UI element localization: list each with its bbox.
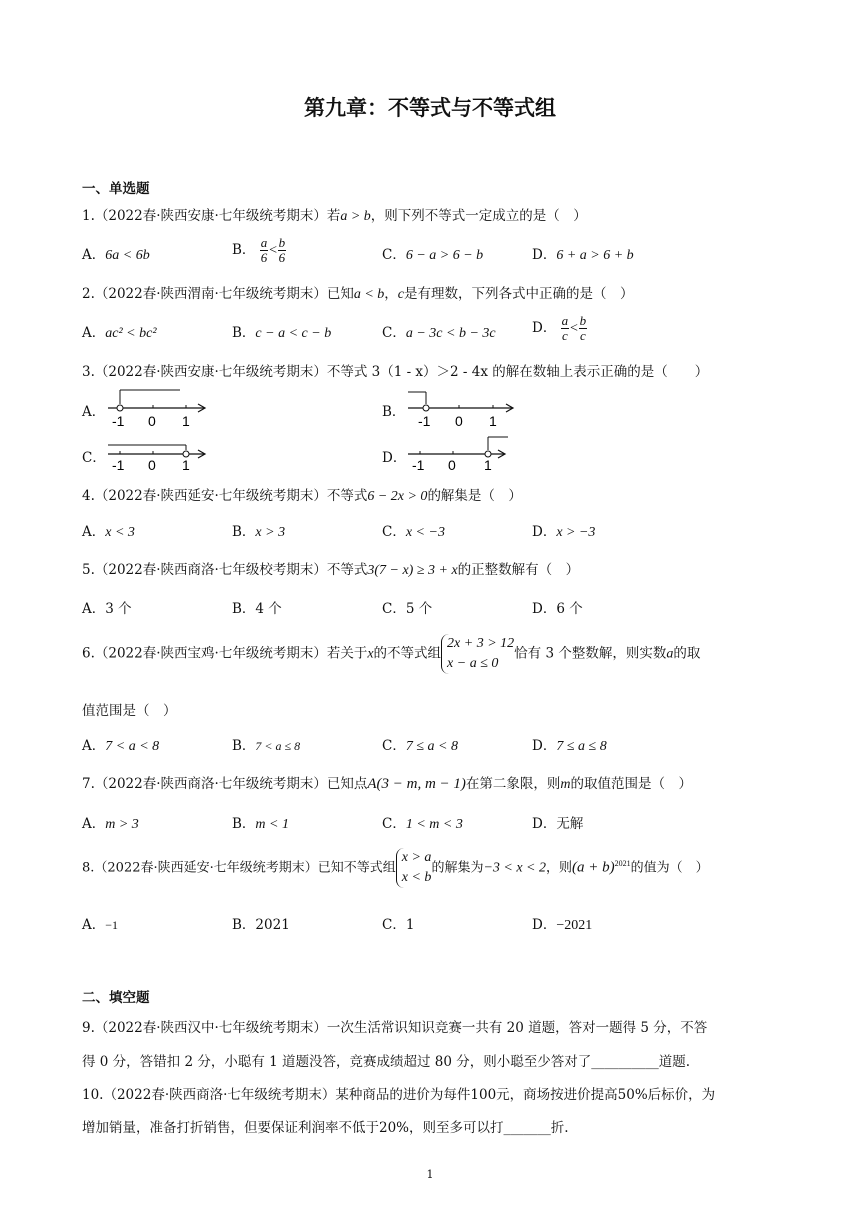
option-c: C．1 < m < 3 bbox=[382, 816, 463, 832]
option-c-expr: 6 − a > 6 − b bbox=[405, 248, 484, 263]
option-d-expr: 6 + a > 6 + b bbox=[556, 248, 634, 263]
option-a: A．7 < a < 8 bbox=[82, 738, 160, 754]
fraction: $\frac{b}{6}$ bbox=[278, 235, 286, 265]
page-number: 1 bbox=[426, 1168, 434, 1181]
number-line-a bbox=[108, 386, 208, 428]
tick-label: 1 bbox=[182, 457, 190, 473]
option-c: C．7 ≤ a < 8 bbox=[382, 738, 458, 754]
option-c: C．x < −3 bbox=[382, 524, 445, 540]
number-line-b bbox=[408, 386, 518, 428]
option-b: B．c − a < c − b bbox=[232, 325, 332, 341]
math-expr: a > b bbox=[340, 209, 371, 224]
number-line-d bbox=[408, 432, 518, 474]
tick-label: -1 bbox=[112, 457, 125, 473]
tick-label: 1 bbox=[489, 413, 497, 429]
inequality-system: 2x + 3 > 12 x − a ≤ 0 bbox=[441, 634, 514, 674]
option-d: D． bbox=[382, 450, 407, 466]
tick-label: -1 bbox=[412, 457, 425, 473]
option-c: C．5 个 bbox=[382, 601, 433, 617]
fraction: $\frac{a}{6}$ bbox=[260, 235, 268, 265]
tick-label: -1 bbox=[112, 413, 125, 429]
tick-label: 0 bbox=[455, 413, 463, 429]
option-c: C．1 bbox=[382, 917, 415, 933]
option-a: A．−1 bbox=[82, 917, 119, 933]
option-d: D．−2021 bbox=[532, 917, 593, 933]
question-10-continued: 增加销量，准备打折销售，但要保证利润率不低于20%，则至多可以打_______折. bbox=[82, 1120, 569, 1136]
option-c: C．6 − a > 6 − b bbox=[382, 247, 484, 263]
option-a-expr: 6a < 6b bbox=[105, 248, 150, 263]
tick-label: 1 bbox=[484, 457, 492, 473]
question-2: 2.（2022春·陕西渭南·七年级统考期末）已知a < b，c是有理数，下列各式中正确的是（ ） bbox=[82, 286, 634, 302]
option-b: B． bbox=[382, 404, 406, 420]
option-d: D．6 个 bbox=[532, 601, 583, 617]
option-d: D．无解 bbox=[532, 816, 584, 832]
question-6: 6.（2022春·陕西宝鸡·七年级统考期末）若关于x的不等式组 2x + 3 > 12 x − a ≤ 0 恰有 3 个整数解，则实数a的取 bbox=[82, 634, 700, 674]
option-c: C． bbox=[82, 450, 106, 466]
tick-label: 0 bbox=[148, 413, 156, 429]
tick-label: -1 bbox=[418, 413, 431, 429]
question-9: 9.（2022春·陕西汉中·七年级统考期末）一次生活常识知识竞赛一共有 20 道题，答对一题得 5 分，不答 bbox=[82, 1020, 708, 1036]
option-b: B．7 < a ≤ 8 bbox=[232, 738, 301, 754]
option-d: D． $\frac{a}{c}$ < $\frac{b}{c}$ bbox=[532, 313, 587, 343]
number-line-c bbox=[108, 432, 208, 474]
option-b: B． $\frac{a}{6}$ < $\frac{b}{6}$ bbox=[232, 235, 286, 265]
question-10: 10.（2022春·陕西商洛·七年级统考期末）某种商品的进价为每件100元，商场按进价提高50%后标价，为 bbox=[82, 1087, 716, 1103]
section-heading-single-choice: 一、单选题 bbox=[82, 181, 150, 197]
tick-label: 0 bbox=[448, 457, 456, 473]
option-c: C．a − 3c < b − 3c bbox=[382, 325, 496, 341]
tick-label: 1 bbox=[182, 413, 190, 429]
option-a: A．x < 3 bbox=[82, 524, 135, 540]
question-stem: 1.（2022春·陕西安康·七年级统考期末）若 bbox=[82, 208, 341, 224]
option-d: D．7 ≤ a ≤ 8 bbox=[532, 738, 607, 754]
option-a: A．ac² < bc² bbox=[82, 325, 157, 341]
option-a: A．6a < 6b bbox=[82, 247, 150, 263]
inequality-system: x > a x < b bbox=[396, 848, 432, 888]
option-d: D．x > −3 bbox=[532, 524, 596, 540]
question-8: 8.（2022春·陕西延安·七年级统考期末）已知不等式组 x > a x < b 的解集为−3 < x < 2，则$(a + b)^{2021}$的值为（ ） bbox=[82, 848, 709, 888]
page-title: 第九章：不等式与不等式组 bbox=[304, 96, 556, 120]
section-heading-fill-blank: 二、填空题 bbox=[82, 990, 150, 1006]
question-7: 7.（2022春·陕西商洛·七年级统考期末）已知点A(3 − m, m − 1)在第二象限，则m的取值范围是（ ） bbox=[82, 776, 693, 792]
question-6-continued: 值范围是（ ） bbox=[82, 703, 177, 719]
option-a: A．3 个 bbox=[82, 601, 132, 617]
fraction: $\frac{b}{c}$ bbox=[579, 313, 587, 343]
fraction: $\frac{a}{c}$ bbox=[561, 313, 569, 343]
question-3: 3.（2022春·陕西安康·七年级统考期末）不等式 3（1 - x）＞2 - 4x 的解在数轴上表示正确的是（ ） bbox=[82, 364, 709, 380]
question-5: 5.（2022春·陕西商洛·七年级校考期末）不等式3(7 − x) ≥ 3 + x的正整数解有（ ） bbox=[82, 562, 580, 578]
option-d: D．6 + a > 6 + b bbox=[532, 247, 634, 263]
tick-label: 0 bbox=[148, 457, 156, 473]
question-4: 4.（2022春·陕西延安·七年级统考期末）不等式6 − 2x > 0的解集是（ ） bbox=[82, 488, 522, 504]
option-a: A．m > 3 bbox=[82, 816, 139, 832]
option-b: B．m < 1 bbox=[232, 816, 289, 832]
option-a: A． bbox=[82, 404, 106, 420]
question-stem: ，则下列不等式一定成立的是（ ） bbox=[370, 208, 587, 224]
option-b: B．x > 3 bbox=[232, 524, 286, 540]
question-9-continued: 得 0 分，答错扣 2 分，小聪有 1 道题没答，竞赛成绩超过 80 分，则小聪至少答对了__________道题. bbox=[82, 1054, 691, 1070]
option-b: B．2021 bbox=[232, 917, 290, 933]
question-1 bbox=[82, 204, 587, 225]
option-b: B．4 个 bbox=[232, 601, 282, 617]
